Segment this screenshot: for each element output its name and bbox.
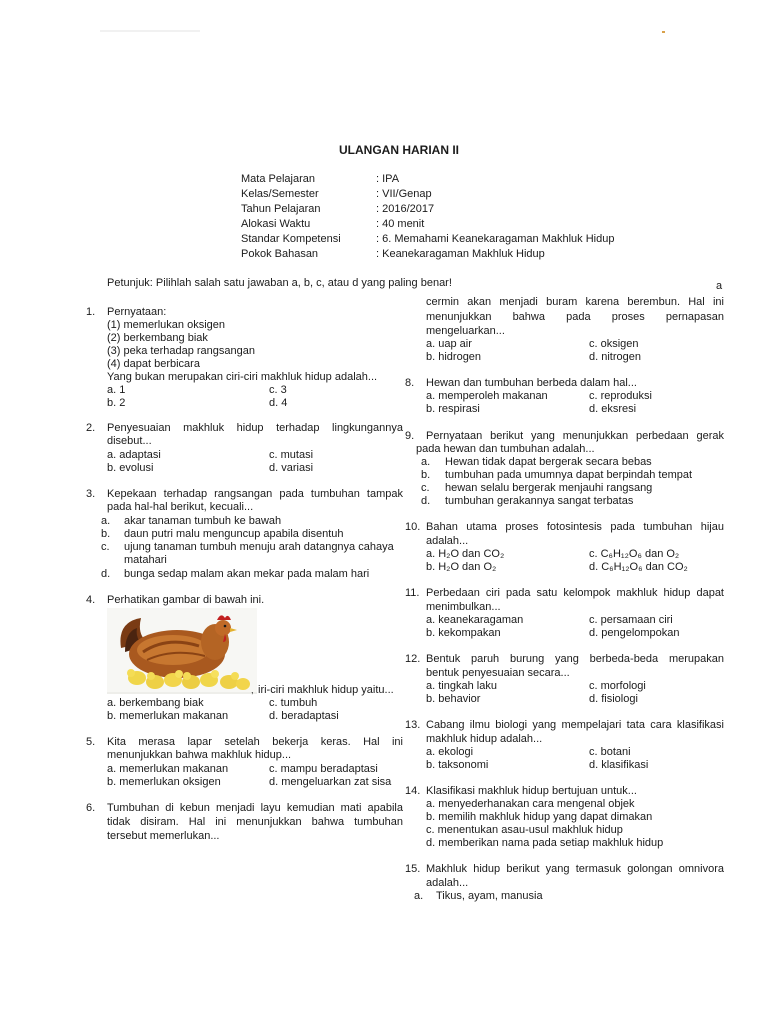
info-value: : 6. Memahami Keanekaragaman Makhluk Hidup	[376, 233, 615, 245]
option-c: c. morfologi	[589, 680, 646, 692]
question-number: 9.	[405, 430, 415, 442]
question-number: 4.	[86, 594, 96, 606]
question-stem: iri-ciri makhluk hidup yaitu...	[258, 684, 394, 696]
info-label: Kelas/Semester	[241, 188, 319, 200]
option-b: b. H₂O dan O₂	[426, 561, 497, 573]
option-a: a. keanekaragaman	[426, 614, 524, 626]
option-a: a. berkembang biak	[107, 697, 204, 709]
option-letter: c.	[101, 541, 110, 553]
question-text: Perhatikan gambar di bawah ini.	[107, 594, 265, 606]
info-label: Mata Pelajaran	[241, 173, 315, 185]
option-letter: d.	[101, 568, 111, 580]
question-number: 5.	[86, 736, 96, 748]
option-c: c. C₆H₁₂O₆ dan O₂	[589, 548, 680, 560]
option-c: c. oksigen	[589, 338, 639, 350]
statement-item: (3) peka terhadap rangsangan	[107, 345, 255, 357]
question-stem: Yang bukan merupakan ciri-ciri makhluk hidup adalah...	[107, 371, 378, 383]
option-letter: c.	[421, 482, 430, 494]
option-a: a. tingkah laku	[426, 680, 497, 692]
question-number: 10.	[405, 521, 421, 533]
option-d: d. C₆H₁₂O₆ dan CO₂	[589, 561, 688, 573]
info-label: Standar Kompetensi	[241, 233, 341, 245]
question-text: disebut...	[107, 435, 152, 447]
question-text: Pernyataan:	[107, 306, 167, 318]
question-text: bentuk penyesuaian secara...	[426, 667, 570, 679]
statement-item: (1) memerlukan oksigen	[107, 319, 225, 331]
option-c: c. mampu beradaptasi	[269, 763, 378, 775]
question-text: mengeluarkan...	[426, 325, 505, 337]
question-text: adalah...	[426, 535, 469, 547]
option-d: d. variasi	[269, 462, 314, 474]
info-value: : VII/Genap	[376, 188, 432, 200]
option-b: b. taksonomi	[426, 759, 489, 771]
question-text: Bahan utama proses fotosintesis pada tumbuhan hijau	[426, 521, 724, 533]
option-c: c. mutasi	[269, 449, 314, 461]
header-decoration	[100, 30, 200, 32]
option-b: b. kekompakan	[426, 627, 501, 639]
option-c: c. menentukan asau-usul makhluk hidup	[426, 824, 623, 836]
question-text: pada hal-hal berikut, kecuali...	[107, 501, 254, 513]
option-c-cont: matahari	[124, 554, 167, 566]
option-letter: a.	[101, 515, 111, 527]
option-a: a. 1	[107, 384, 126, 396]
option-c: c. 3	[269, 384, 287, 396]
statement-item: (4) dapat berbicara	[107, 358, 200, 370]
header-mark	[662, 31, 665, 33]
option-a: a. ekologi	[426, 746, 474, 758]
question-text: adalah...	[426, 877, 469, 889]
option-a: a. memperoleh makanan	[426, 390, 548, 402]
question-number: 8.	[405, 377, 415, 389]
option-c: c. botani	[589, 746, 631, 758]
option-c: c. reproduksi	[589, 390, 652, 402]
option-a: a. uap air	[426, 338, 472, 350]
option-c: c. tumbuh	[269, 697, 318, 709]
question-number: 3.	[86, 488, 96, 500]
option-b: b. behavior	[426, 693, 481, 705]
option-d: bunga sedap malam akan mekar pada malam hari	[124, 568, 370, 580]
question-number: 2.	[86, 422, 96, 434]
question-text: menimbulkan...	[426, 601, 501, 613]
option-d: d. klasifikasi	[589, 759, 649, 771]
option-b: daun putri malu menguncup apabila disentuh	[124, 528, 344, 540]
option-a: a. H₂O dan CO₂	[426, 548, 505, 560]
question-number: 1.	[86, 306, 96, 318]
option-b: b. memerlukan oksigen	[107, 776, 221, 788]
question-text: Klasifikasi makhluk hidup bertujuan untuk...	[426, 785, 637, 797]
option-d: d. pengelompokan	[589, 627, 680, 639]
hen-and-chicks-image	[107, 608, 257, 694]
option-d: d. memberikan nama pada setiap makhluk hidup	[426, 837, 664, 849]
question-text: Tumbuhan di kebun menjadi layu kemudian mati apabila	[107, 802, 403, 814]
option-d: d. fisiologi	[589, 693, 638, 705]
question-text: makhluk hidup adalah...	[426, 733, 543, 745]
question-text: Hewan dan tumbuhan berbeda dalam hal...	[426, 377, 637, 389]
question-text: tersebut memerlukan...	[107, 830, 220, 842]
question-text: menunjukkan bahwa pada proses pernapasan	[426, 311, 724, 323]
info-label: Pokok Bahasan	[241, 248, 319, 260]
question-number: 11.	[405, 587, 420, 599]
option-b: b. hidrogen	[426, 351, 482, 363]
option-d: d. mengeluarkan zat sisa	[269, 776, 392, 788]
question-text: tidak disiram. Hal ini menunjukkan bahwa tumbuhan	[107, 816, 403, 828]
option-d: d. beradaptasi	[269, 710, 339, 722]
question-text: pada hewan dan tumbuhan adalah...	[416, 443, 595, 455]
statement-item: (2) berkembang biak	[107, 332, 208, 344]
option-a: a. memerlukan makanan	[107, 763, 229, 775]
question-text: Penyesuaian makhluk hidup terhadap lingkungannya	[107, 422, 403, 434]
option-a: Tikus, ayam, manusia	[436, 890, 543, 902]
info-value: : 2016/2017	[376, 203, 435, 215]
info-value: : 40 menit	[376, 218, 425, 230]
option-d: d. nitrogen	[589, 351, 641, 363]
info-label: Tahun Pelajaran	[241, 203, 321, 215]
option-b: b. memilih makhluk hidup yang dapat dimakan	[426, 811, 653, 823]
question-text: a	[716, 280, 723, 292]
option-a: Hewan tidak dapat bergerak secara bebas	[445, 456, 652, 468]
question-text: Pernyataan berikut yang menunjukkan perbedaan gerak	[426, 430, 724, 442]
question-text: menunjukkan bahwa makhluk hidup...	[107, 749, 292, 761]
option-b: b. respirasi	[426, 403, 480, 415]
question-text: Bentuk paruh burung yang berbeda-beda merupakan	[426, 653, 724, 665]
option-letter: d.	[421, 495, 431, 507]
info-label: Alokasi Waktu	[241, 218, 311, 230]
question-number: 15.	[405, 863, 421, 875]
option-b: b. evolusi	[107, 462, 154, 474]
info-value: : IPA	[376, 173, 400, 185]
option-c: hewan selalu bergerak menjauhi rangsang	[445, 482, 653, 494]
question-text: Perbedaan ciri pada satu kelompok makhluk hidup dapat	[426, 587, 724, 599]
question-number: 6.	[86, 802, 96, 814]
hen-illustration	[107, 608, 257, 694]
question-number: 12.	[405, 653, 421, 665]
option-c: ujung tanaman tumbuh menuju arah datangnya cahaya	[124, 541, 394, 553]
option-b: b. 2	[107, 397, 126, 409]
option-letter: a.	[421, 456, 431, 468]
option-d: tumbuhan gerakannya sangat terbatas	[445, 495, 634, 507]
question-number: 14.	[405, 785, 421, 797]
question-number: 13.	[405, 719, 421, 731]
question-text: cermin akan menjadi buram karena berembun. Hal ini	[426, 296, 724, 308]
option-d: d. eksresi	[589, 403, 637, 415]
option-d: d. 4	[269, 397, 288, 409]
option-letter: b.	[101, 528, 111, 540]
option-a: a. adaptasi	[107, 449, 161, 461]
question-text: Kepekaan terhadap rangsangan pada tumbuhan tampak	[107, 488, 403, 500]
question-text: Makhluk hidup berikut yang termasuk golongan omnivora	[426, 863, 724, 875]
option-a: a. menyederhanakan cara mengenal objek	[426, 798, 635, 810]
option-letter: a.	[414, 890, 424, 902]
option-a: akar tanaman tumbuh ke bawah	[124, 515, 282, 527]
question-text: Kita merasa lapar setelah bekerja keras. Hal ini	[107, 736, 403, 748]
option-c: c. persamaan ciri	[589, 614, 673, 626]
question-text: Cabang ilmu biologi yang mempelajari tata cara klasifikasi	[426, 719, 724, 731]
instructions: Petunjuk: Pilihlah salah satu jawaban a, b, c, atau d yang paling benar!	[107, 277, 452, 289]
page-title: ULANGAN HARIAN II	[339, 143, 459, 157]
option-letter: b.	[421, 469, 431, 481]
option-b: b. memerlukan makanan	[107, 710, 229, 722]
info-value: : Keanekaragaman Makhluk Hidup	[376, 248, 545, 260]
option-b: tumbuhan pada umumnya dapat berpindah tempat	[445, 469, 693, 481]
